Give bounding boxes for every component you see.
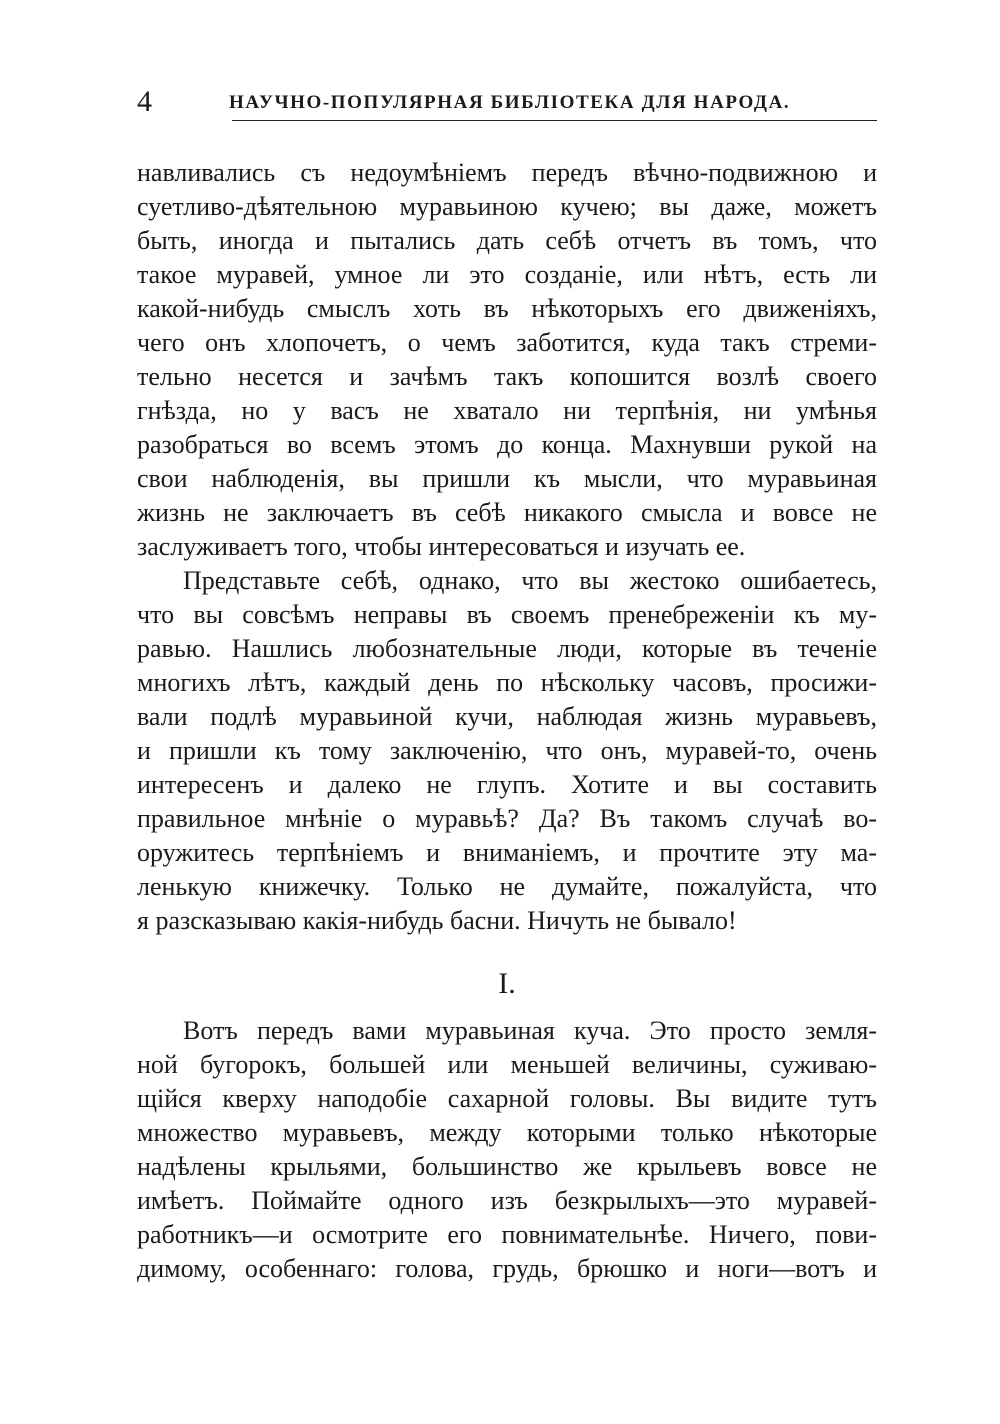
- text-line: димому, особеннаго: голова, грудь, брюшко и ноги—вотъ и: [137, 1254, 877, 1283]
- page-header: [137, 82, 877, 122]
- text-line: какой-нибудь смыслъ хоть въ нѣкоторыхъ его движенiяхъ,: [137, 294, 877, 323]
- text-line: имѣетъ. Поймайте одного изъ безкрылыхъ—это муравей-: [137, 1186, 877, 1215]
- text-line: оружитесь терпѣнiемъ и вниманiемъ, и прочтите эту ма-: [137, 838, 877, 867]
- text-line: навливались съ недоумѣнiемъ передъ вѣчно-подвижною и: [137, 158, 877, 187]
- text-line: тельно несется и зачѣмъ такъ копошится возлѣ своего: [137, 362, 877, 391]
- running-title: НАУЧНО-ПОПУЛЯРНАЯ БИБЛIОТЕКА ДЛЯ НАРОДА.: [229, 92, 791, 113]
- paragraph-2: [137, 564, 877, 938]
- text-line: жизнь не заключаетъ въ себѣ никакого смысла и вовсе не: [137, 498, 877, 527]
- text-line: такое муравей, умное ли это созданiе, или нѣтъ, есть ли: [137, 260, 877, 289]
- text-line: многихъ лѣтъ, каждый день по нѣскольку часовъ, просижи-: [137, 668, 877, 697]
- section-heading: I.: [498, 967, 516, 1000]
- page-number: 4: [137, 85, 152, 118]
- text-line: что вы совсѣмъ неправы въ своемъ пренебреженiи къ му-: [137, 600, 877, 629]
- text-line: и пришли къ тому заключенiю, что онъ, муравей-то, очень: [137, 736, 877, 765]
- header-rule: [232, 120, 877, 121]
- text-line: быть, иногда и пытались дать себѣ отчетъ въ томъ, что: [137, 226, 877, 255]
- text-line: надѣлены крыльями, большинство же крыльевъ вовсе не: [137, 1152, 877, 1181]
- text-line: равью. Нашлись любознательные люди, которые въ теченiе: [137, 634, 877, 663]
- text-line: ной бугорокъ, большей или меньшей величины, суживаю-: [137, 1050, 877, 1079]
- text-line: множество муравьевъ, между которыми только нѣкоторые: [137, 1118, 877, 1147]
- text-line: разобраться во всемъ этомъ до конца. Махнувши рукой на: [137, 430, 877, 459]
- text-line: правильное мнѣнiе о муравьѣ? Да? Въ такомъ случаѣ во-: [137, 804, 877, 833]
- text-line: ленькую книжечку. Только не думайте, пожалуйста, что: [137, 872, 877, 901]
- text-line: интересенъ и далеко не глупъ. Хотите и вы составить: [137, 770, 877, 799]
- text-line: свои наблюденiя, вы пришли къ мысли, что муравьиная: [137, 464, 877, 493]
- text-line: чего онъ хлопочетъ, о чемъ заботится, куда такъ стреми-: [137, 328, 877, 357]
- text-line: суетливо-дѣятельною муравьиною кучею; вы даже, можетъ: [137, 192, 877, 221]
- text-line: заслуживаетъ того, чтобы интересоваться и изучать ее.: [137, 532, 746, 561]
- text-line: гнѣзда, но у васъ не хватало ни терпѣнiя, ни умѣнья: [137, 396, 877, 425]
- text-line: Представьте себѣ, однако, что вы жестоко ошибаетесь,: [183, 566, 877, 595]
- text-line: Вотъ передъ вами муравьиная куча. Это просто земля-: [183, 1016, 877, 1045]
- section-paragraph: [137, 1014, 877, 1286]
- paragraph-1: [137, 156, 877, 564]
- text-line: вали подлѣ муравьиной кучи, наблюдая жизнь муравьевъ,: [137, 702, 877, 731]
- text-line: работникъ—и осмотрите его повнимательнѣе. Ничего, пови-: [137, 1220, 877, 1249]
- text-line: щiйся кверху наподобiе сахарной головы. Вы видите тутъ: [137, 1084, 877, 1113]
- text-line: я разсказываю какiя-нибудь басни. Ничуть не бывало!: [137, 906, 737, 935]
